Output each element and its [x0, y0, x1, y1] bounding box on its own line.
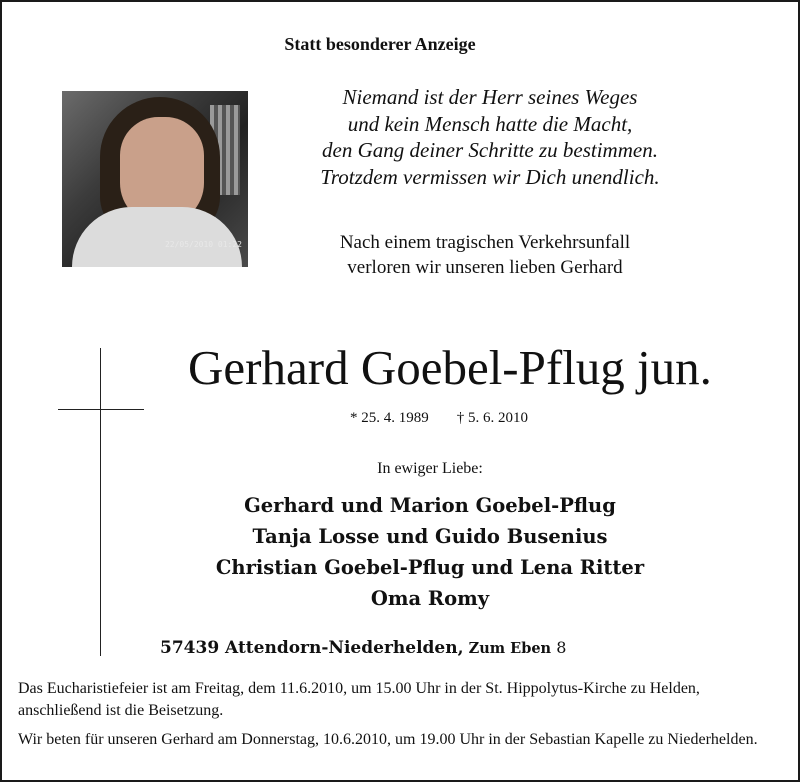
mourner-line: Tanja Losse und Guido Busenius [252, 525, 608, 548]
mourner-line: Gerhard und Marion Goebel-Pflug [244, 494, 616, 517]
cross-vertical-bar [100, 348, 101, 656]
poem-line: und kein Mensch hatte die Macht, [347, 111, 633, 136]
mourners-list [160, 490, 700, 614]
address-street: Zum Eben [468, 640, 552, 657]
intro-text [300, 230, 670, 280]
poem-line: den Gang deiner Schritte zu bestimmen. [322, 138, 658, 162]
heading: Statt besonderer Anzeige [284, 34, 476, 54]
prayer-notice: Wir beten für unseren Gerhard am Donnerstag, 10.6.2010, um 19.00 Uhr in der Sebastian Kapelle zu Niederhelden. [18, 731, 758, 748]
intro-line: verloren wir unseren lieben Gerhard [347, 257, 623, 278]
poem-line: Niemand ist der Herr seines Weges [342, 85, 638, 109]
photo-timestamp: 22/05/2010 01:22 [164, 240, 242, 249]
mourner-line: Oma Romy [370, 587, 490, 610]
cross-horizontal-bar [58, 409, 144, 410]
portrait-photo [62, 91, 248, 267]
funeral-notice: Das Eucharistiefeier ist am Freitag, dem 11.6.2010, um 15.00 Uhr in der St. Hippolytus-Kirche zu Helden, anschließend ist die Beisetzung. [18, 680, 700, 719]
family-address [160, 638, 566, 658]
birth-date: * 25. 4. 1989 [350, 410, 429, 426]
portrait-shoulder [72, 207, 242, 267]
death-date: † 5. 6. 2010 [456, 410, 528, 426]
mourners-intro: In ewiger Liebe: [377, 460, 483, 477]
poem-line: Trotzdem vermissen wir Dich unendlich. [320, 164, 660, 189]
address-number: 8 [556, 638, 567, 657]
intro-line: Nach einem tragischen Verkehrsunfall [339, 232, 631, 253]
deceased-name: Gerhard Goebel-Pflug jun. [188, 340, 712, 395]
poem [300, 84, 680, 190]
address-postal-city: 57439 Attendorn-Niederhelden, [160, 638, 464, 658]
life-dates [350, 410, 528, 427]
mourner-line: Christian Goebel-Pflug und Lena Ritter [215, 556, 645, 579]
